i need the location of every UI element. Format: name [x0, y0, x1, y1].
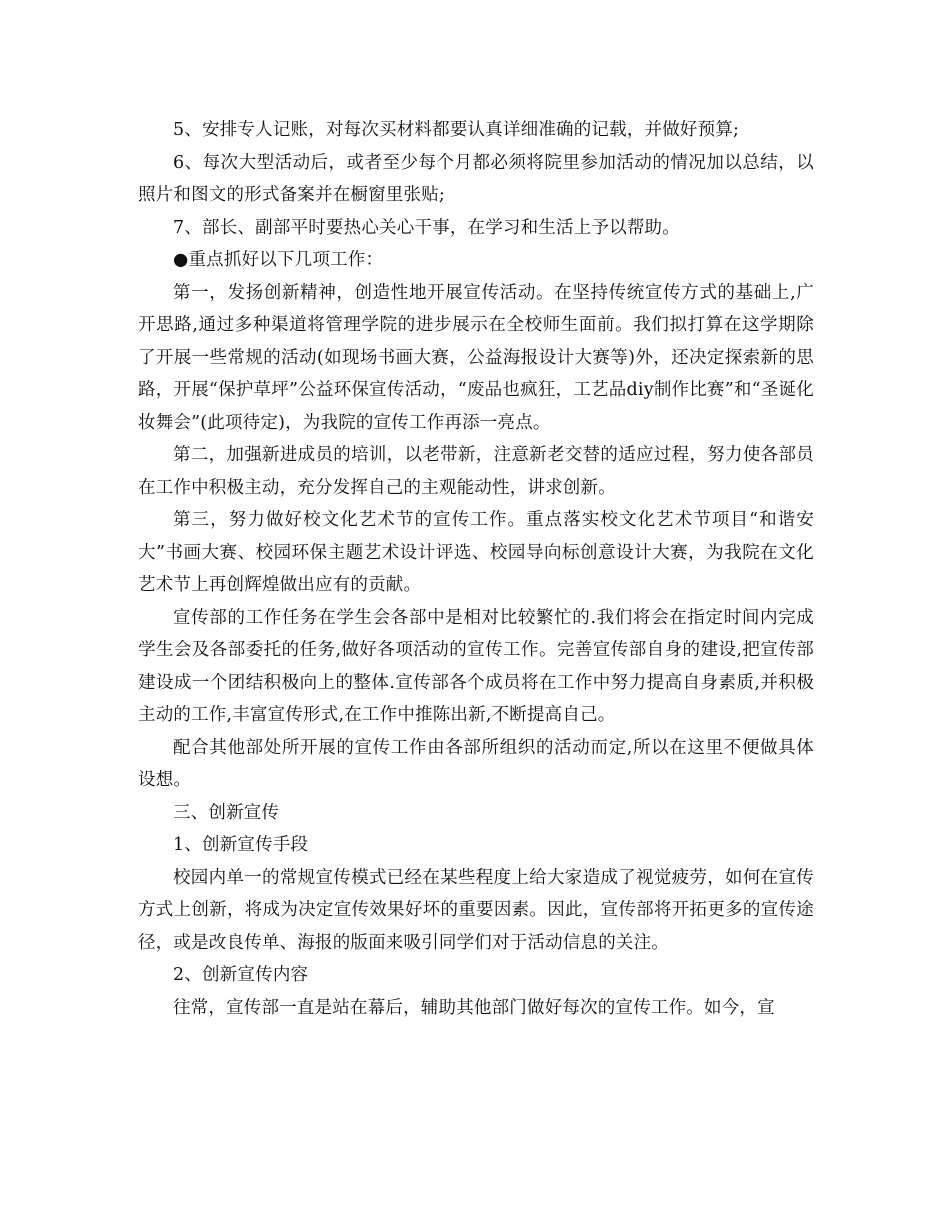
paragraph-third: 第三，努力做好校文化艺术节的宣传工作。重点落实校文化艺术节项目“和谐安大”书画大赛、校园环保主题艺术设计评选、校园导向标创意设计大赛，为我院在文化艺术节上再创辉煌做出应有的贡献。: [138, 510, 814, 595]
paragraph-second: 第二，加强新进成员的培训，以老带新，注意新老交替的适应过程，努力使各部员在工作中积极主动，充分发挥自己的主观能动性，讲求创新。: [138, 445, 814, 498]
paragraph-innovation-content: 往常，宣传部一直是站在幕后，辅助其他部门做好每次的宣传工作。如今，宣: [173, 997, 775, 1018]
document-body: [138, 114, 814, 1024]
section-heading-innovation: 三、创新宣传: [173, 802, 280, 823]
section-heading-key-work: ●重点抓好以下几项工作：: [173, 250, 384, 270]
paragraph-department-tasks: 宣传部的工作任务在学生会各部中是相对比较繁忙的.我们将会在指定时间内完成学生会及各部委托的任务,做好各项活动的宣传工作。完善宣传部自身的建设,把宣传部建设成一个团结积极向上的整体.宣传部各个成员将在工作中努力提高自身素质,并积极主动的工作,丰富宣传形式,在工作中推陈出新,不断提高自己。: [138, 607, 814, 725]
paragraph-innovation-means: 校园内单一的常规宣传模式已经在某些程度上给大家造成了视觉疲劳，如何在宣传方式上创新，将成为决定宣传效果好坏的重要因素。因此，宣传部将开拓更多的宣传途径，或是改良传单、海报的版面来吸引同学们对于活动信息的关注。: [138, 867, 814, 953]
paragraph-item-6: 6、每次大型活动后，或者至少每个月都必须将院里参加活动的情况加以总结，以照片和图文的形式备案并在橱窗里张贴;: [138, 152, 814, 205]
paragraph-first: 第一，发扬创新精神，创造性地开展宣传活动。在坚持传统宣传方式的基础上,广开思路,通过多种渠道将管理学院的进步展示在全校师生面前。我们拟打算在这学期除了开展一些常规的活动(如现场书画大赛，公益海报设计大赛等)外，还决定探索新的思路，开展“保护草坪”公益环保宣传活动，“废品也疯狂，工艺品diy制作比赛”和“圣诞化妆舞会”(此项待定)，为我院的宣传工作再添一亮点。: [138, 282, 814, 433]
subheading-innovation-means: 1、创新宣传手段: [173, 835, 309, 855]
paragraph-item-7: 7、部长、副部平时要热心关心干事，在学习和生活上予以帮助。: [173, 217, 680, 238]
paragraph-item-5: 5、安排专人记账，对每次买材料都要认真详细准确的记载，并做好预算;: [173, 120, 740, 140]
paragraph-cooperation: 配合其他部处所开展的宣传工作由各部所组织的活动而定,所以在这里不便做具体设想。: [138, 737, 814, 790]
subheading-innovation-content: 2、创新宣传内容: [173, 965, 309, 985]
